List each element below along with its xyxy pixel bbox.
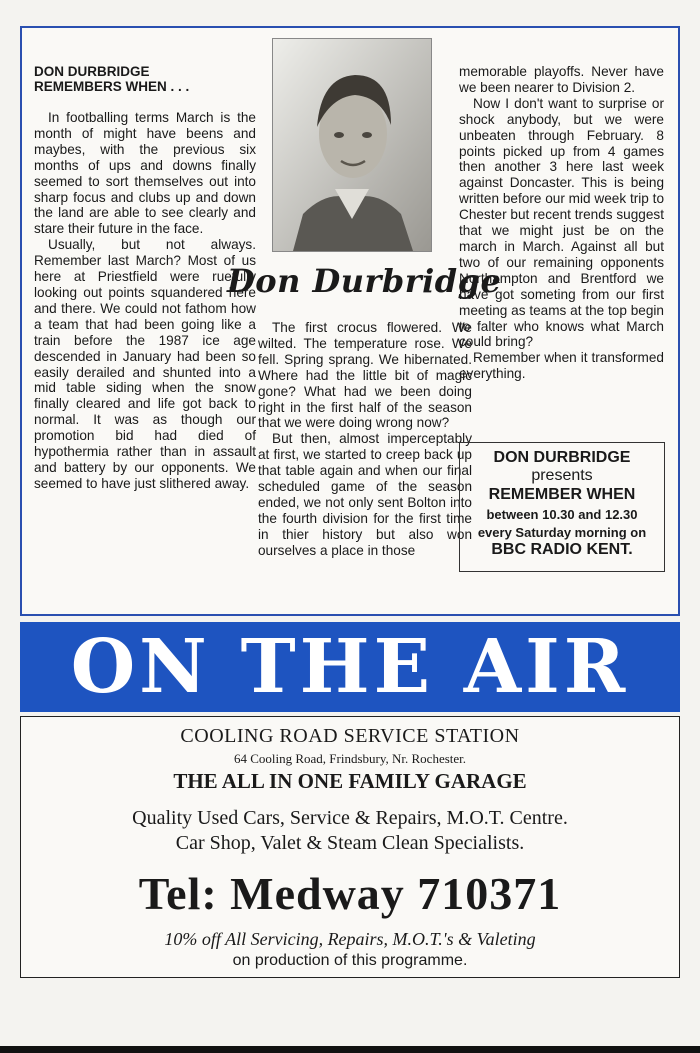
paragraph: memorable playoffs. Never have we been nearer to Division 2.	[459, 64, 664, 95]
promo-show-title: REMEMBER WHEN	[488, 485, 636, 503]
heading-line-2: REMEMBERS WHEN . . .	[34, 79, 190, 94]
paragraph: Usually, but not always. Remember last March? Most of us here at Priestfield were ruefully looking out points squandered here and there. We could not fathom how a team that had been going like a train before the 1987 ice age descended in January had been so easily derailed and shunted into a mid table siding when the snow finally cleared and life got back to normal. It was as though our promotion bid had died of hypothermia rather than in assault and battery by our opponents. We seemed to have just slithered away.	[34, 237, 256, 491]
portrait-photo	[272, 38, 432, 252]
banner-text: ON THE AIR	[70, 624, 630, 710]
radio-promo-box	[459, 442, 665, 572]
paragraph: Remember when it transformed everything.	[459, 350, 664, 382]
ad-business-name: COOLING ROAD SERVICE STATION	[180, 725, 520, 747]
paragraph: Now I don't want to surprise or shock anybody, but we were unbeaten through February. 8 points picked up from 4 games then another 3 here last week against Doncaster. This is being written before our mid week trip to Chester but recent trends suggest that we might just be on the march in March. Against all but two of our remaining opponents Northampton and Brentford we have got someting from our first meeting as teams at the top begin to falter who knows what March could bring?	[459, 95, 664, 350]
on-the-air-banner	[20, 622, 680, 712]
article-column-2	[258, 320, 472, 559]
garage-advert	[20, 716, 680, 978]
ad-tagline: THE ALL IN ONE FAMILY GARAGE	[173, 769, 527, 793]
ad-services-2: Car Shop, Valet & Steam Clean Specialists.	[175, 832, 525, 854]
paragraph: But then, almost imperceptably at first, we started to creep back up that table again and when our final scheduled game of the season ended, we not only sent Bolton into the fourth division for the first time in thier history but also won ourselves a place in those	[258, 431, 472, 558]
signature: Don Durbridge	[227, 262, 502, 300]
paragraph: The first crocus flowered. We wilted. The temperature rose. We fell. Spring sprang. We hibernated. Where had the little bit of magic gone? What had we been doing right in the first half of the season that we were doing wrong now?	[258, 320, 472, 431]
article-box	[20, 26, 680, 616]
ad-address: 64 Cooling Road, Frindsbury, Nr. Rochester.	[233, 751, 467, 766]
ad-phone: Tel: Medway 710371	[138, 868, 562, 919]
article-column-1	[34, 110, 256, 492]
ad-services-1: Quality Used Cars, Service & Repairs, M.O.T. Centre.	[132, 807, 568, 829]
page-edge	[0, 1046, 700, 1053]
article-column-3	[459, 64, 664, 382]
article-heading	[34, 64, 254, 94]
promo-day: every Saturday morning on	[477, 525, 647, 541]
ad-offer-condition: on production of this programme.	[232, 952, 468, 969]
promo-presenter: DON DURBRIDGE	[493, 449, 631, 466]
ad-offer: 10% off All Servicing, Repairs, M.O.T.'s & Valeting	[164, 929, 536, 949]
promo-presents: presents	[531, 467, 593, 485]
heading-line-1: DON DURBRIDGE	[34, 64, 150, 79]
promo-station: BBC RADIO KENT.	[491, 541, 633, 559]
paragraph: In footballing terms March is the month of might have beens and maybes, with the previous six months of ups and downs finally seemed to sort themselves out into sharp focus and clubs up and down the land are able to see clearly and stare their future in the face.	[34, 110, 256, 237]
promo-time: between 10.30 and 12.30	[486, 507, 638, 523]
